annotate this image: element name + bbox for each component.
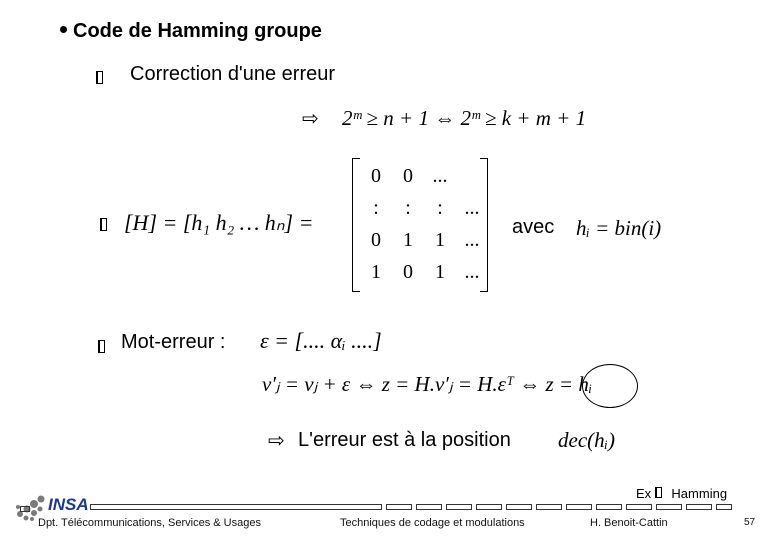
matrix-cell: 0 xyxy=(403,164,413,187)
matrix-cell: 1 xyxy=(435,228,445,251)
matrix-table xyxy=(360,160,488,288)
box-bullet-icon xyxy=(655,487,662,498)
page-number: 57 xyxy=(744,517,756,528)
h-definition: [H] = [h₁ h₂ … hₙ] = xyxy=(124,210,314,235)
matrix-cell: 0 xyxy=(371,164,381,187)
syndrome-formula: v′ⱼ = vⱼ + ε ⇔ z = H.v′ⱼ = H.εᵀ ⇔ z = hᵢ xyxy=(262,372,593,396)
position-label: L'erreur est à la position xyxy=(298,429,511,451)
nav-label: Ex xyxy=(636,486,652,501)
box-bullet-icon xyxy=(96,71,103,89)
avec-label: avec xyxy=(512,216,555,238)
box-bullet-icon xyxy=(98,340,105,358)
matrix-cell: ... xyxy=(464,196,480,219)
matrix-cell: 1 xyxy=(403,228,413,251)
bullet-correction: Correction d'une erreur xyxy=(130,63,336,85)
parity-matrix xyxy=(352,158,488,292)
bullet-dot-icon xyxy=(60,26,67,33)
hollow-arrow-icon: ⇨ xyxy=(268,430,285,452)
footer-band xyxy=(90,504,732,510)
avec-formula: hᵢ = bin(i) xyxy=(576,216,662,240)
matrix-left-bracket xyxy=(352,158,360,292)
mot-erreur-label: Mot-erreur : xyxy=(121,331,226,353)
highlight-ellipse xyxy=(582,364,638,408)
logo-text: INSA xyxy=(48,495,89,514)
footer-course: Techniques de codage et modulations xyxy=(340,517,525,529)
matrix-cell: ... xyxy=(464,228,480,251)
nav-target: Hamming xyxy=(671,486,728,501)
box-bullet-icon xyxy=(100,218,107,236)
matrix-cell: 1 xyxy=(435,260,445,283)
matrix-cell: ... xyxy=(432,164,448,187)
matrix-cell: 0 xyxy=(403,260,413,283)
matrix-cell: : xyxy=(405,196,411,219)
matrix-cell: : xyxy=(437,196,443,219)
position-value: dec(hᵢ) xyxy=(558,428,615,452)
slide-title: Code de Hamming groupe xyxy=(60,20,322,43)
matrix-cell: : xyxy=(373,196,379,219)
hollow-arrow-icon: ⇨ xyxy=(302,108,319,130)
condition-formula: 2ᵐ ≥ n + 1 ⇔ 2ᵐ ≥ k + m + 1 xyxy=(342,106,587,130)
matrix-cell: 0 xyxy=(371,228,381,251)
footer-author: H. Benoit-Cattin xyxy=(590,517,668,529)
matrix-cell: 1 xyxy=(371,260,381,283)
matrix-cell: ... xyxy=(464,260,480,283)
epsilon-definition: ε = [.... αᵢ ....] xyxy=(260,328,382,353)
footer-department: Dpt. Télécommunications, Services & Usages xyxy=(38,517,261,529)
nav-link[interactable] xyxy=(636,486,727,501)
footer-band-left xyxy=(20,506,30,512)
